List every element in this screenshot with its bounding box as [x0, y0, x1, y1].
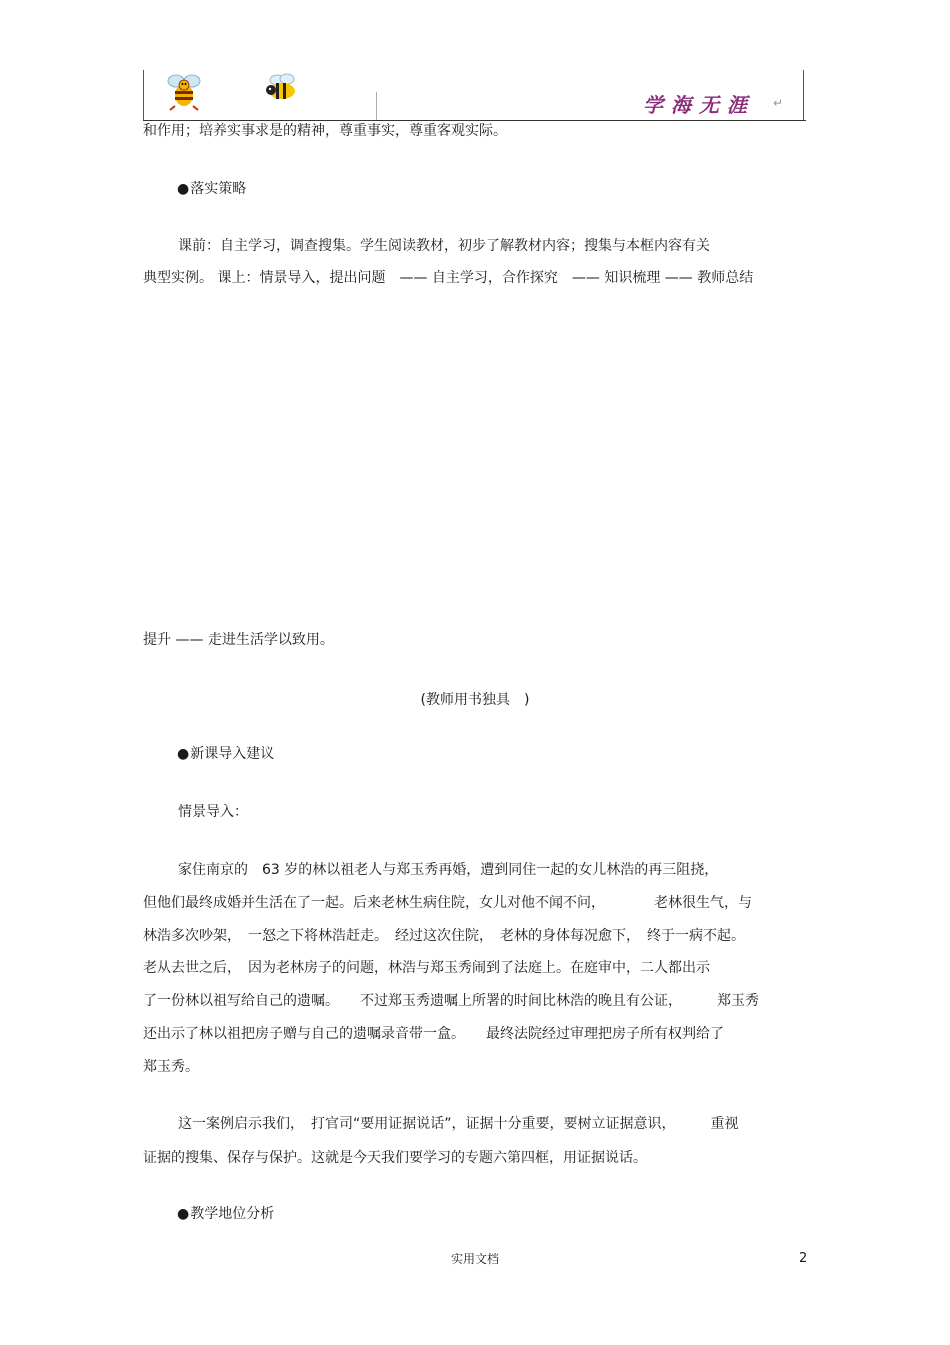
- teacher-note: (教师用书独具 ): [420, 692, 530, 708]
- header-divider: [376, 92, 377, 120]
- footer-label: 实用文档: [450, 1252, 499, 1266]
- header-right-border: [803, 70, 804, 120]
- text-line: 提升 —— 走进生活学以致用。: [143, 632, 334, 648]
- text-line: 老从去世之后， 因为老林房子的问题，林浩与郑玉秀闹到了法庭上。在庭审中，二人都出示: [143, 960, 710, 976]
- text-line: 课前：自主学习，调查搜集。学生阅读教材，初步了解教材内容；搜集与本框内容有关: [178, 238, 710, 254]
- brand-logo-text: 学海无涯: [643, 93, 755, 117]
- text-line: 和作用；培养实事求是的精神，尊重事实，尊重客观实际。: [143, 123, 507, 139]
- paragraph-mark: ↵: [773, 96, 784, 110]
- header-left-border: [143, 70, 144, 120]
- text-line: 这一案例启示我们， 打官司“要用证据说话”，证据十分重要，要树立证据意识， 重视: [178, 1116, 739, 1132]
- header-rule: [143, 120, 806, 121]
- text-line: 了一份林以祖写给自己的遗嘱。 不过郑玉秀遗嘱上所署的时间比林浩的晚且有公证， 郑玉秀: [143, 993, 759, 1009]
- text-line: 郑玉秀。: [143, 1059, 199, 1075]
- text-line: 还出示了林以祖把房子赠与自己的遗嘱录音带一盒。 最终法院经过审理把房子所有权判给了: [143, 1026, 724, 1042]
- text-line: 情景导入：: [178, 804, 248, 820]
- text-line: 但他们最终成婚并生活在了一起。后来老林生病住院，女儿对他不闻不问， 老林很生气，与: [143, 895, 752, 911]
- section-heading: ● 教学地位分析: [177, 1205, 274, 1223]
- text-line: 证据的搜集、保存与保护。这就是今天我们要学习的专题六第四框，用证据说话。: [143, 1150, 647, 1166]
- page-number: 2: [799, 1251, 808, 1266]
- section-heading: ● 落实策略: [177, 180, 246, 198]
- bee-icon: [263, 72, 301, 104]
- text-line: 典型实例。 课上：情景导入，提出问题 —— 自主学习，合作探究 —— 知识梳理 —— 教师总结: [143, 270, 754, 286]
- text-line: 林浩多次吵架， 一怒之下将林浩赶走。 经过这次住院， 老林的身体每况愈下， 终于一病不起。: [143, 928, 745, 944]
- bee-icon: [163, 70, 205, 112]
- section-heading: ● 新课导入建议: [177, 745, 274, 763]
- text-line: 家住南京的 63 岁的林以祖老人与郑玉秀再婚，遭到同住一起的女儿林浩的再三阻挠，: [178, 862, 719, 878]
